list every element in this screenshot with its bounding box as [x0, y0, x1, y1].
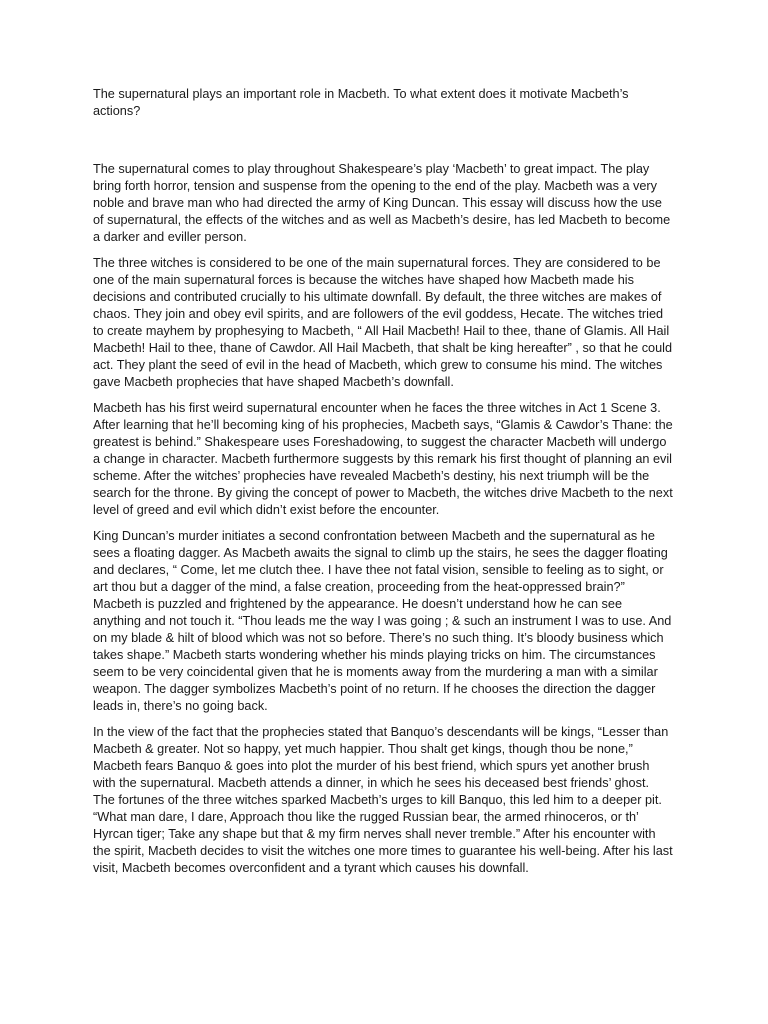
- paragraph-first-encounter: Macbeth has his first weird supernatural encounter when he faces the three witches in Act 1 Scene 3. After learning that he’ll becoming king of his prophecies, Macbeth says, “Glamis & Cawdor’s Thane: the greatest is behind.” Shakespeare uses Foreshadowing, to suggest the character Macbeth will undergo a change in character. Macbeth furthermore suggests by this remark his first thought of planning an evil scheme. After the witches’ prophecies have revealed Macbeth’s destiny, his next triumph will be the search for the throne. By giving the concept of power to Macbeth, the witches drive Macbeth to the next level of greed and evil which didn’t exist before the encounter.: [93, 401, 673, 517]
- paragraph-banquo-ghost: In the view of the fact that the prophecies stated that Banquo’s descendants will be kings, “Lesser than Macbeth & greater. Not so happy, yet much happier. Thou shalt get kings, though thou be none,” Macbeth fears Banquo & goes into plot the murder of his best friend, which spurs yet another brush with the supernatural. Macbeth attends a dinner, in which he sees his deceased best friends’ ghost. The fortunes of the three witches sparked Macbeth’s urges to kill Banquo, this led him to a deeper pit. “What man dare, I dare, Approach thou like the rugged Russian bear, the armed rhinoceros, or th’ Hyrcan tiger; Take any shape but that & my firm nerves shall never tremble.” After his encounter with the spirit, Macbeth decides to visit the witches one more times to guarantee his well-being. After his last visit, Macbeth becomes overconfident and a tyrant which causes his downfall.: [93, 725, 673, 875]
- paragraph-witches: The three witches is considered to be one of the main supernatural forces. They are considered to be one of the main supernatural forces is because the witches have shaped how Macbeth made his decisions and contributed crucially to his ultimate downfall. By default, the three witches are makes of chaos. They join and obey evil spirits, and are followers of the evil goddess, Hecate. The witches tried to create mayhem by prophesying to Macbeth, “ All Hail Macbeth! Hail to thee, thane of Glamis. All Hail Macbeth! Hail to thee, thane of Cawdor. All Hail Macbeth, that shalt be king hereafter” , so that he could act. They plant the seed of evil in the head of Macbeth, which grew to consume his mind. The witches gave Macbeth prophecies that have shaped Macbeth’s downfall.: [93, 256, 673, 389]
- paragraph-floating-dagger: King Duncan’s murder initiates a second confrontation between Macbeth and the supernatural as he sees a floating dagger. As Macbeth awaits the signal to climb up the stairs, he sees the dagger floating and declares, “ Come, let me clutch thee. I have thee not fatal vision, sensible to feeling as to sight, or art thou but a dagger of the mind, a false creation, proceeding from the heat-oppressed brain?” Macbeth is puzzled and frightened by the appearance. He doesn’t understand how he can see anything and not touch it. “Thou leads me the way I was going ; & such an instrument I was to use. And on my blade & hilt of blood which was not so before. There’s no such thing. It’s bloody business which takes shape.” Macbeth starts wondering whether his minds playing tricks on him. The circumstances seem to be very coincidental given that he is moments away from the murdering a man with a similar weapon. The dagger symbolizes Macbeth’s point of no return. If he chooses the direction the dagger leads in, there’s no going back.: [93, 529, 672, 713]
- document-page: [93, 86, 673, 886]
- paragraph-introduction: The supernatural comes to play throughout Shakespeare’s play ‘Macbeth’ to great impact. The play bring forth horror, tension and suspense from the opening to the end of the play. Macbeth was a very noble and brave man who had directed the army of King Duncan. This essay will discuss how the use of supernatural, the effects of the witches and as well as Macbeth’s desire, has led Macbeth to become a darker and eviller person.: [93, 162, 671, 244]
- essay-question: The supernatural plays an important role in Macbeth. To what extent does it motivate Macbeth’s actions?: [93, 87, 629, 118]
